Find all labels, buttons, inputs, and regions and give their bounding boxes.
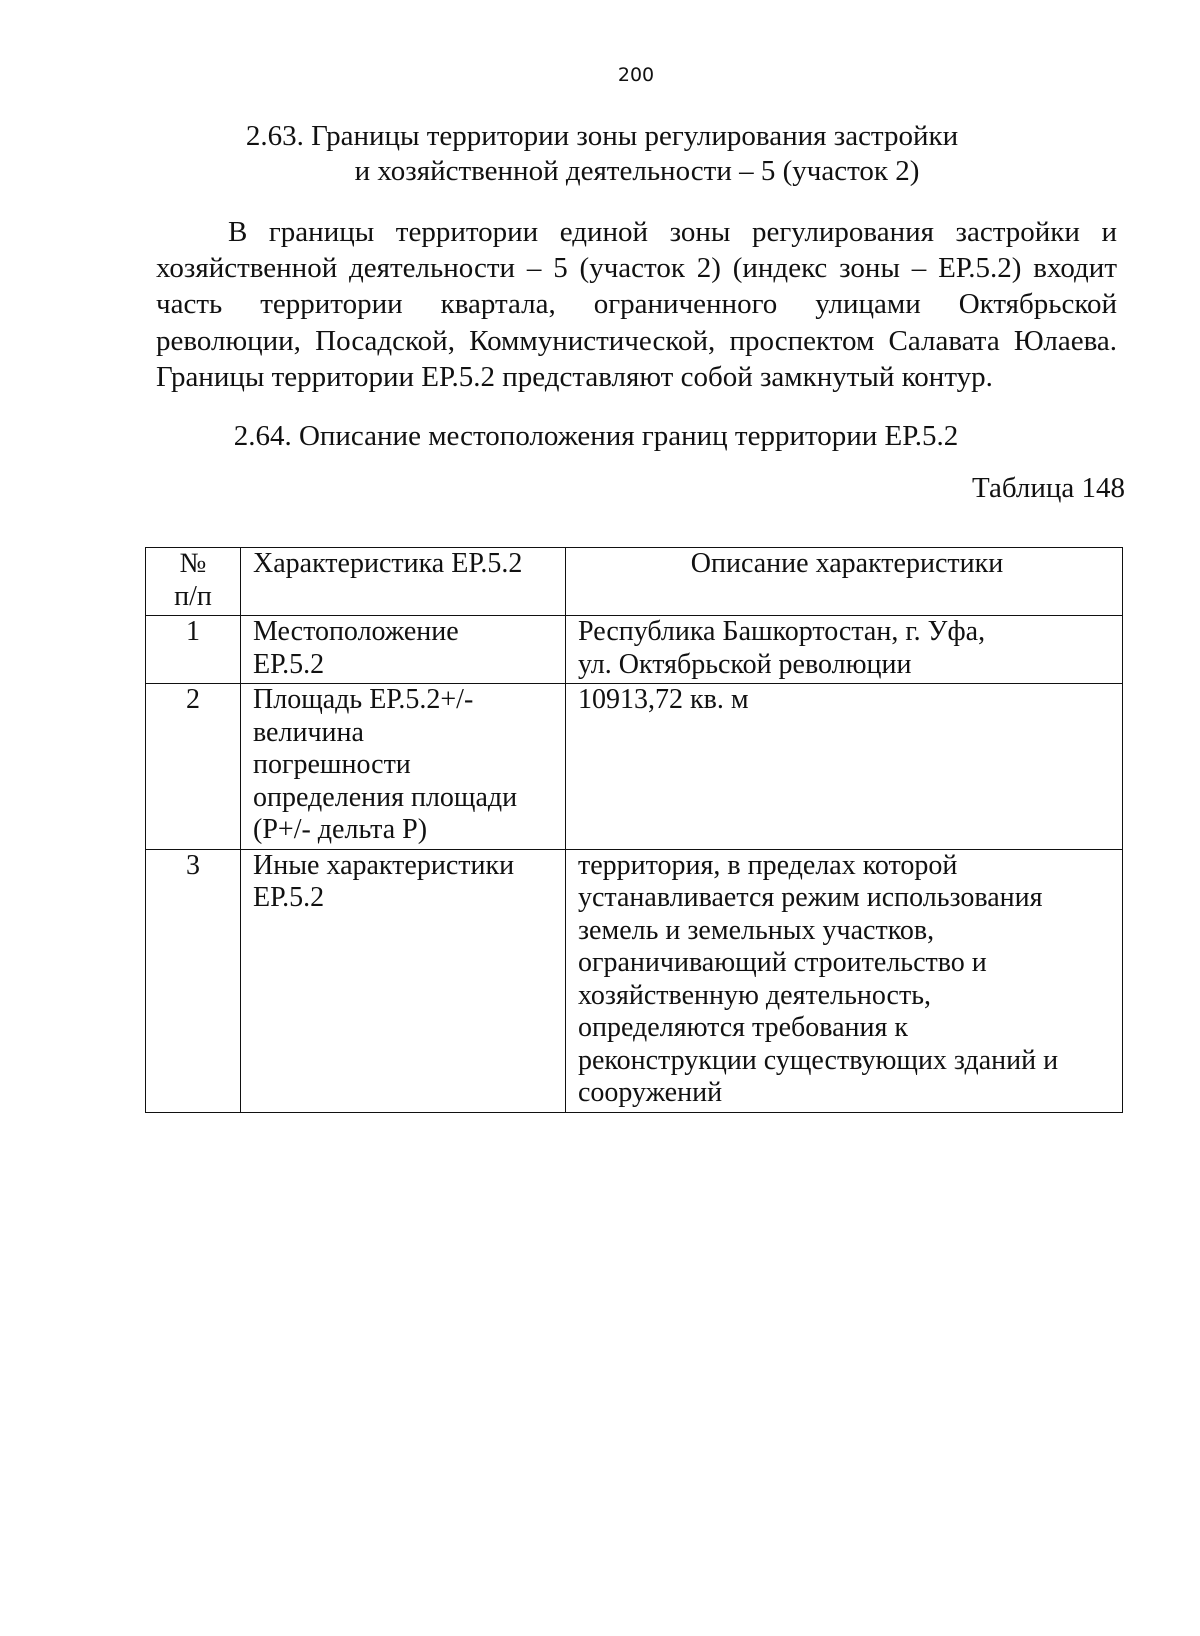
header-number-cell — [146, 548, 241, 616]
table-caption: Таблица 148 — [971, 472, 1125, 504]
cell-line: определения площади — [253, 781, 518, 813]
characteristic-cell — [241, 684, 566, 850]
paragraph-line: революции, Посадской, Коммунистической, проспектом Салавата Юлаева. — [156, 324, 1117, 357]
characteristic-cell — [241, 849, 566, 1112]
cell-line: ЕР.5.2 — [253, 648, 325, 680]
paragraph-line: часть территории квартала, ограниченного улицами Октябрьской — [156, 288, 1117, 321]
cell-line: определяются требования к — [578, 1012, 908, 1043]
header-number-line: № — [179, 548, 207, 579]
table-header-row — [146, 548, 1123, 616]
cell-line: (Р+/- дельта Р) — [253, 814, 428, 845]
cell-line: сооружений — [578, 1077, 723, 1108]
row-number-cell: 1 — [146, 616, 241, 684]
paragraph-line: Границы территории ЕР.5.2 представляют собой замкнутый контур. — [156, 360, 993, 393]
characteristic-cell — [241, 616, 566, 684]
header-characteristic-cell: Характеристика ЕР.5.2 — [241, 548, 566, 616]
description-cell — [566, 684, 1123, 850]
cell-line: реконструкции существующих зданий и — [578, 1044, 1059, 1076]
cell-line: ЕР.5.2 — [253, 882, 325, 913]
cell-line: Площадь ЕР.5.2+/- — [253, 684, 474, 715]
cell-line: территория, в пределах которой — [578, 849, 958, 881]
row-number-cell: 3 — [146, 849, 241, 1112]
cell-line: земель и земельных участков, — [578, 914, 935, 946]
cell-line: Республика Башкортостан, г. Уфа, — [578, 616, 986, 647]
cell-line: погрешности — [253, 749, 411, 780]
header-number-line: п/п — [174, 580, 212, 612]
table-row — [146, 849, 1123, 1112]
header-description-cell: Описание характеристики — [566, 548, 1123, 616]
cell-line: величина — [253, 716, 364, 748]
boundary-description-paragraph — [156, 214, 1117, 395]
cell-line: ограничивающий строительство и — [578, 947, 987, 978]
table-row — [146, 616, 1123, 684]
cell-line: хозяйственную деятельность, — [578, 979, 931, 1011]
cell-line: устанавливается режим использования — [578, 882, 1043, 913]
cell-line: Местоположение — [253, 616, 459, 647]
table-row — [146, 684, 1123, 850]
description-cell — [566, 616, 1123, 684]
section-2-64-title: 2.64. Описание местоположения границ территории ЕР.5.2 — [233, 420, 959, 452]
section-2-63-title-line-2: и хозяйственной деятельности – 5 (участок 2) — [354, 155, 920, 187]
section-2-63-title-line-1: 2.63. Границы территории зоны регулирования застройки — [245, 120, 959, 152]
paragraph-line: В границы территории единой зоны регулирования застройки и — [228, 216, 1117, 248]
description-cell — [566, 849, 1123, 1112]
characteristics-table — [145, 547, 1123, 1113]
cell-line: Иные характеристики — [253, 849, 515, 881]
page-number: 200 — [617, 64, 655, 86]
cell-line: ул. Октябрьской революции — [578, 648, 912, 680]
row-number-cell: 2 — [146, 684, 241, 850]
cell-line: 10913,72 кв. м — [578, 684, 749, 715]
paragraph-line: хозяйственной деятельности – 5 (участок 2) (индекс зоны – ЕР.5.2) входит — [156, 252, 1117, 285]
